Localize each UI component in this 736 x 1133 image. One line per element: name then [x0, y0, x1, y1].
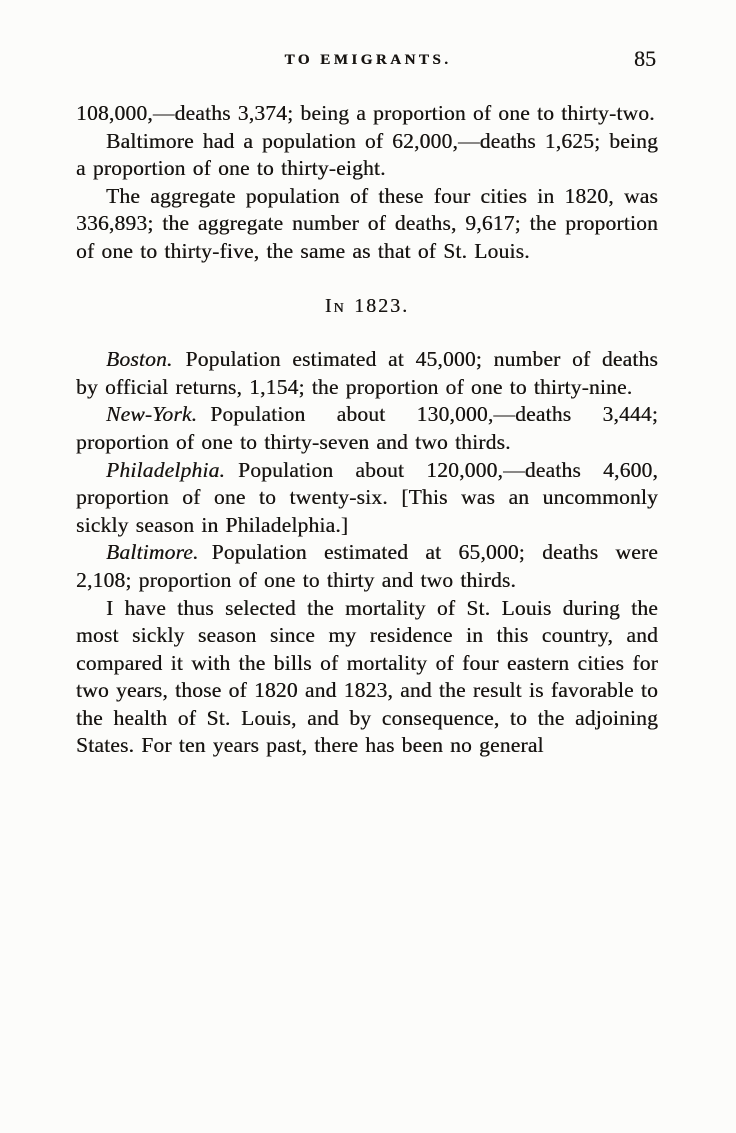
section-heading: In 1823. — [324, 294, 410, 317]
city-entry-philadelphia — [76, 457, 658, 540]
entry-text: Population about 130,000,—deaths 3,444; proportion of one to thirty-seven and two thirds. — [76, 402, 658, 454]
city-name: Baltimore. — [106, 540, 199, 565]
entry-text: Population estimated at 45,000; number of deaths by official returns, 1,154; the proportion of one to thirty-nine. — [76, 347, 658, 399]
paragraph-aggregate-1820: The aggregate population of these four cities in 1820, was 336,893; the aggregate number of deaths, 9,617; the proportion of one to thirty-five, the same as that of St. Louis. — [76, 183, 658, 263]
entry-text: Population estimated at 65,000; deaths were 2,108; proportion of one to thirty and two thirds. — [76, 540, 658, 592]
paragraph-continuation: 108,000,—deaths 3,374; being a proportion of one to thirty-two. — [76, 101, 655, 125]
city-name: Philadelphia. — [106, 457, 226, 482]
city-entry-boston — [76, 346, 658, 401]
entry-text: Population about 120,000,—deaths 4,600, proportion of one to twenty-six. [This was an uncommonly sickly season in Philadelphia.] — [76, 457, 658, 537]
paragraph-baltimore-1820: Baltimore had a population of 62,000,—deaths 1,625; being a proportion of one to thirty-eight. — [76, 128, 658, 181]
city-entry-baltimore — [76, 539, 658, 594]
running-title: TO EMIGRANTS. — [284, 52, 452, 68]
city-entry-new-york — [76, 401, 658, 456]
page-header — [78, 46, 658, 78]
page-number: 85 — [634, 46, 656, 71]
paragraph-conclusion: I have thus selected the mortality of St. Louis during the most sickly season since my residence in this country, and compared it with the bills of mortality of four eastern cities for two years, those of 1820 and 1823, and the result is favorable to the health of St. Louis, and by consequence, to the adjoining States. For ten years past, there has been no general — [76, 595, 658, 758]
city-name: Boston. — [106, 347, 173, 372]
city-name: New-York. — [106, 402, 198, 427]
page-body — [76, 100, 658, 760]
